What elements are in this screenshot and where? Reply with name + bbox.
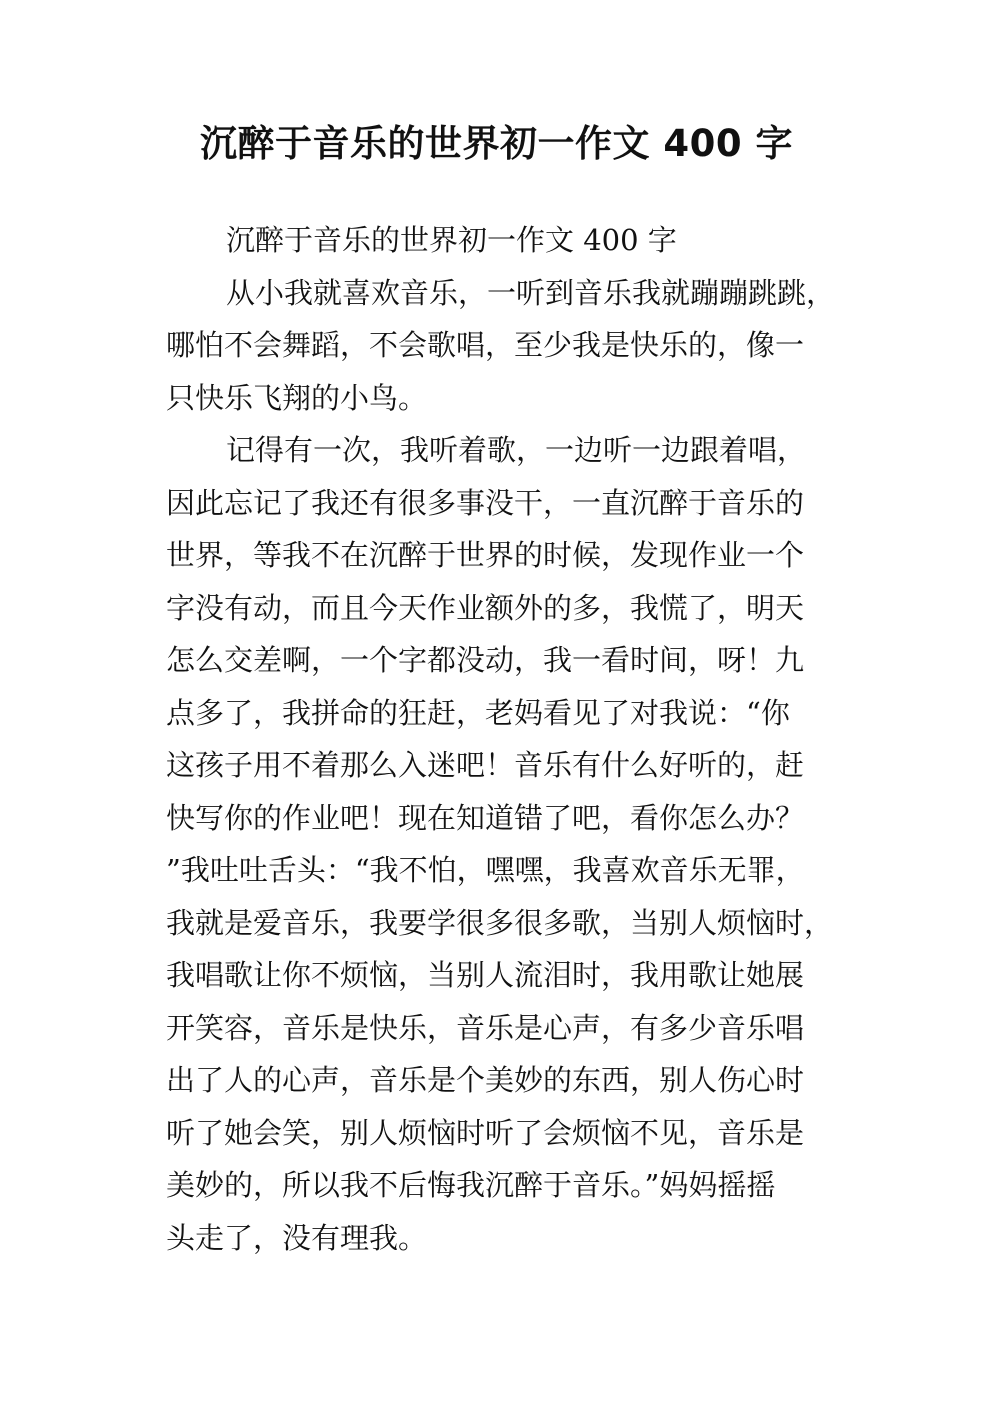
document-title: 沉醉于音乐的世界初一作文 400 字 [200, 122, 793, 165]
body-line: 怎么交差啊，一个字都没动，我一看时间，呀！九 [166, 643, 805, 677]
body-line: 听了她会笑，别人烦恼时听了会烦恼不见，音乐是 [166, 1115, 805, 1150]
body-line: 只快乐飞翔的小鸟。 [166, 380, 428, 415]
body-line: 哪怕不会舞蹈，不会歌唱，至少我是快乐的，像一 [166, 328, 805, 362]
body-line: ”我吐吐舌头：“我不怕，嘿嘿，我喜欢音乐无罪， [166, 853, 805, 887]
body-line: 世界，等我不在沉醉于世界的时候，发现作业一个 [166, 538, 805, 572]
body-line: 沉醉于音乐的世界初一作文 400 字 [226, 223, 677, 257]
body-line: 字没有动，而且今天作业额外的多，我慌了，明天 [166, 590, 805, 625]
body-line: 头走了，没有理我。 [166, 1220, 428, 1255]
document-body [166, 214, 834, 1264]
body-line: 我就是爱音乐，我要学很多很多歌，当别人烦恼时， [166, 905, 834, 940]
body-line: 快写你的作业吧！现在知道错了吧，看你怎么办？ [166, 800, 805, 835]
body-line: 从小我就喜欢音乐，一听到音乐我就蹦蹦跳跳， [226, 275, 836, 310]
body-line: 点多了，我拼命的狂赶，老妈看见了对我说：“你 [166, 695, 790, 730]
body-line: 因此忘记了我还有很多事没干，一直沉醉于音乐的 [166, 485, 805, 520]
body-line: 我唱歌让你不烦恼，当别人流泪时，我用歌让她展 [166, 958, 805, 992]
body-line: 记得有一次，我听着歌，一边听一边跟着唱， [226, 433, 807, 467]
body-line: 开笑容，音乐是快乐，音乐是心声，有多少音乐唱 [166, 1010, 805, 1045]
body-line: 出了人的心声，音乐是个美妙的东西，别人伤心时 [166, 1063, 805, 1097]
body-line: 美妙的，所以我不后悔我沉醉于音乐。”妈妈摇摇 [166, 1168, 776, 1202]
body-line: 这孩子用不着那么入迷吧！音乐有什么好听的，赶 [166, 748, 805, 782]
